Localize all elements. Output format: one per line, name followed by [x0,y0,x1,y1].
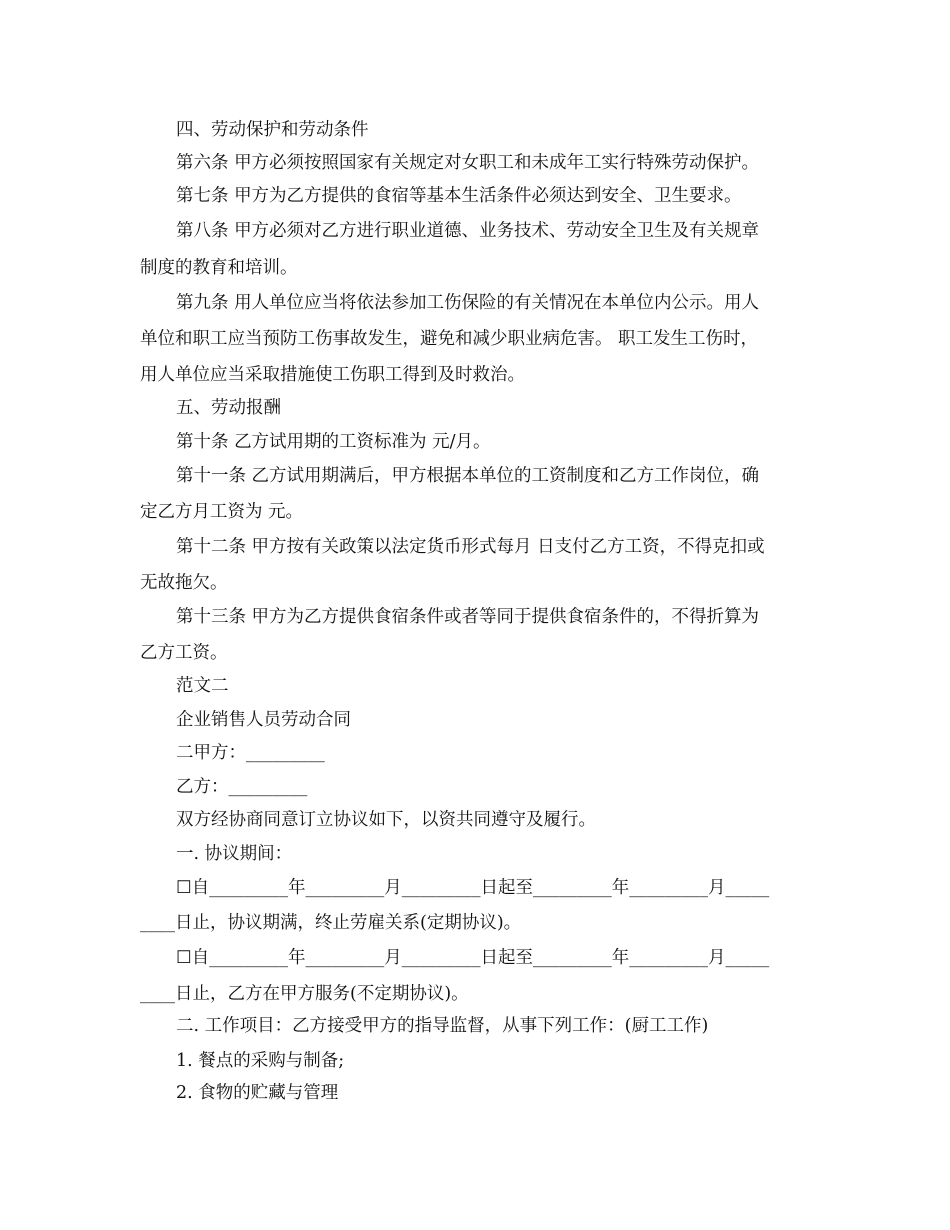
article-13-continued: 乙方工资。 [140,643,228,663]
article-11: 第十一条 乙方试用期满后，甲方根据本单位的工资制度和乙方工作岗位，确 [176,466,760,486]
section-heading-4: 四、劳动保护和劳动条件 [176,120,369,140]
article-9-continued: 用人单位应当采取措施使工伤职工得到及时救治。 [140,365,525,385]
article-8: 第八条 甲方必须对乙方进行职业道德、业务技术、劳动安全卫生及有关规章 [176,221,760,241]
article-8-continued: 制度的教育和培训。 [140,258,298,278]
fixed-term-option-continued: ____日止，协议期满，终止劳雇关系(定期协议)。 [140,913,522,933]
article-13: 第十三条 甲方为乙方提供食宿条件或者等同于提供食宿条件的，不得折算为 [176,607,760,627]
open-term-option-continued: ____日止，乙方在甲方服务(不定期协议)。 [140,984,469,1004]
open-term-option: ☐自_________年_________月_________日起至_________年_________月_____ [176,948,770,968]
work-item-1: 1. 餐点的采购与制备; [176,1051,345,1071]
sample-heading: 范文二 [176,676,229,696]
term-heading: 一. 协议期间： [176,844,293,864]
article-7: 第七条 甲方为乙方提供的食宿等基本生活条件必须达到安全、卫生要求。 [176,186,742,206]
fixed-term-option: ☐自_________年_________月_________日起至_________年_________月_____ [176,878,770,898]
party-b-field: 乙方：_________ [176,777,308,797]
work-item-2: 2. 食物的贮藏与管理 [176,1083,339,1103]
section-heading-5: 五、劳动报酬 [176,398,281,418]
work-items-heading: 二. 工作项目：乙方接受甲方的指导监督，从事下列工作：(厨工工作) [176,1016,709,1036]
agreement-intro: 双方经协商同意订立协议如下，以资共同遵守及履行。 [176,810,596,830]
article-9-continued: 单位和职工应当预防工伤事故发生，避免和减少职业病危害。 职工发生工伤时， [140,329,759,349]
article-12: 第十二条 甲方按有关政策以法定货币形式每月 日支付乙方工资，不得克扣或 [176,537,765,557]
article-12-continued: 无故拖欠。 [140,573,228,593]
article-9: 第九条 用人单位应当将依法参加工伤保险的有关情况在本单位内公示。用人 [176,293,760,313]
article-11-continued: 定乙方月工资为 元。 [140,502,304,522]
article-6: 第六条 甲方必须按照国家有关规定对女职工和未成年工实行特殊劳动保护。 [176,153,760,173]
party-a-field: 二甲方：_________ [176,743,325,763]
article-10: 第十条 乙方试用期的工资标准为 元/月。 [176,432,491,452]
contract-title: 企业销售人员劳动合同 [176,710,351,730]
